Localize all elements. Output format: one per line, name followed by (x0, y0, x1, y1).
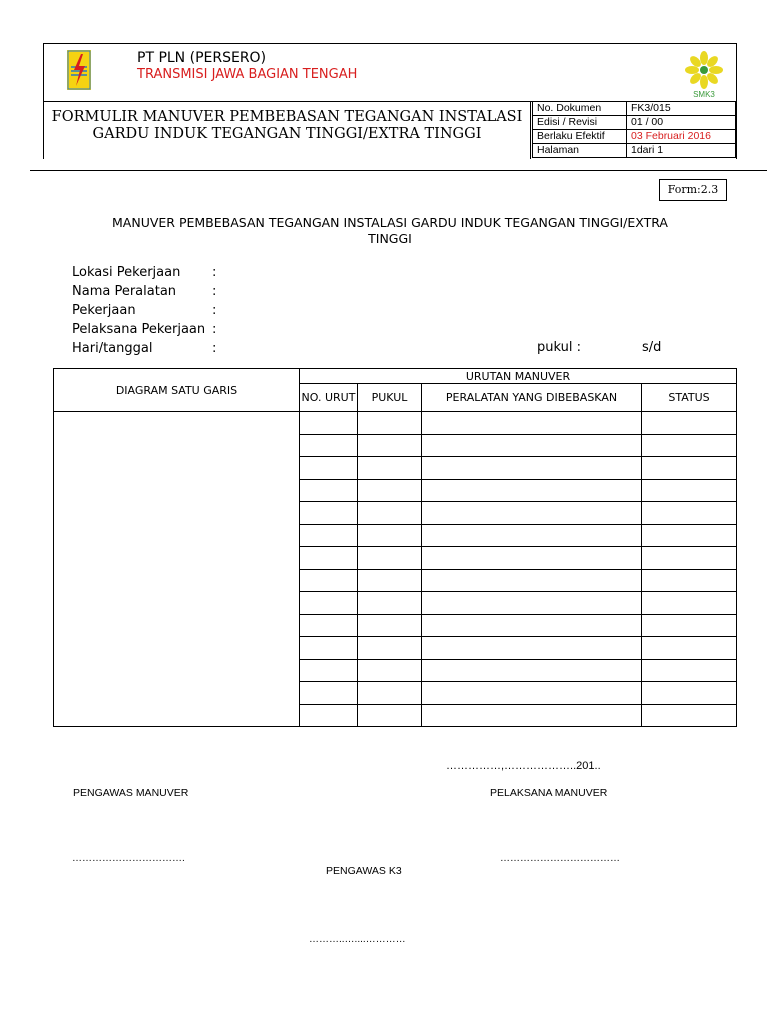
col-status-header: STATUS (642, 384, 737, 412)
smk3-logo-icon (684, 50, 724, 98)
doc-info-key: No. Dokumen (533, 102, 627, 116)
pukul-cell[interactable] (358, 659, 422, 682)
col-pukul-header: PUKUL (358, 384, 422, 412)
no-urut-cell[interactable] (300, 592, 358, 615)
no-urut-cell[interactable] (300, 412, 358, 435)
status-cell[interactable] (642, 524, 737, 547)
header-vertical-divider (530, 101, 531, 159)
status-cell[interactable] (642, 569, 737, 592)
pukul-label: pukul : (537, 340, 581, 355)
form-title: FORMULIR MANUVER PEMBEBASAN TEGANGAN INSTALASI GARDU INDUK TEGANGAN TINGGI/EXTRA TINGGI (51, 109, 523, 142)
pukul-cell[interactable] (358, 457, 422, 480)
date-line: ……………,………………..201.. (446, 760, 601, 772)
peralatan-cell[interactable] (422, 502, 642, 525)
peralatan-cell[interactable] (422, 479, 642, 502)
doc-info-row (533, 144, 736, 158)
status-cell[interactable] (642, 547, 737, 570)
field-label-hari-tanggal: Hari/tanggal (72, 341, 153, 356)
no-urut-cell[interactable] (300, 524, 358, 547)
status-cell[interactable] (642, 682, 737, 705)
doc-info-key: Halaman (533, 144, 627, 158)
status-cell[interactable] (642, 637, 737, 660)
pukul-cell[interactable] (358, 569, 422, 592)
pengawas-manuver-label: PENGAWAS MANUVER (73, 787, 189, 799)
doc-info-value: 1dari 1 (627, 144, 736, 158)
pln-logo-icon (67, 50, 91, 90)
no-urut-cell[interactable] (300, 479, 358, 502)
peralatan-cell[interactable] (422, 524, 642, 547)
manuver-table (53, 368, 737, 727)
no-urut-cell[interactable] (300, 434, 358, 457)
no-urut-cell[interactable] (300, 659, 358, 682)
status-cell[interactable] (642, 592, 737, 615)
no-urut-cell[interactable] (300, 614, 358, 637)
urutan-manuver-header: URUTAN MANUVER (300, 369, 737, 384)
status-cell[interactable] (642, 479, 737, 502)
separator-line (30, 170, 767, 171)
pelaksana-manuver-label: PELAKSANA MANUVER (490, 787, 608, 799)
pukul-cell[interactable] (358, 614, 422, 637)
company-name: PT PLN (PERSERO) (137, 50, 267, 66)
pukul-cell[interactable] (358, 412, 422, 435)
status-cell[interactable] (642, 614, 737, 637)
peralatan-cell[interactable] (422, 434, 642, 457)
sd-label: s/d (642, 340, 662, 355)
field-colon: : (212, 303, 217, 318)
signature-line-pengawas: ……………………………. (72, 853, 185, 864)
form-code-box: Form:2.3 (659, 179, 727, 201)
peralatan-cell[interactable] (422, 592, 642, 615)
no-urut-cell[interactable] (300, 547, 358, 570)
pukul-cell[interactable] (358, 682, 422, 705)
signature-line-pelaksana: ……………………………… (500, 853, 620, 864)
peralatan-cell[interactable] (422, 682, 642, 705)
peralatan-cell[interactable] (422, 547, 642, 570)
doc-info-value: 03 Februari 2016 (627, 130, 736, 144)
pengawas-k3-label: PENGAWAS K3 (326, 865, 402, 877)
col-peralatan-header: PERALATAN YANG DIBEBASKAN (422, 384, 642, 412)
peralatan-cell[interactable] (422, 457, 642, 480)
svg-text:SMK3: SMK3 (693, 90, 715, 98)
doc-info-value: FK3/015 (627, 102, 736, 116)
pukul-cell[interactable] (358, 704, 422, 727)
peralatan-cell[interactable] (422, 614, 642, 637)
status-cell[interactable] (642, 412, 737, 435)
peralatan-cell[interactable] (422, 569, 642, 592)
doc-info-key: Edisi / Revisi (533, 116, 627, 130)
field-colon: : (212, 322, 217, 337)
no-urut-cell[interactable] (300, 502, 358, 525)
no-urut-cell[interactable] (300, 704, 358, 727)
pukul-cell[interactable] (358, 502, 422, 525)
peralatan-cell[interactable] (422, 637, 642, 660)
pukul-cell[interactable] (358, 592, 422, 615)
field-label-lokasi: Lokasi Pekerjaan (72, 265, 181, 280)
field-colon: : (212, 341, 217, 356)
no-urut-cell[interactable] (300, 637, 358, 660)
table-row (54, 412, 737, 435)
signature-line-k3: ………..…....………… (309, 934, 406, 945)
diagram-header: DIAGRAM SATU GARIS (54, 369, 300, 412)
peralatan-cell[interactable] (422, 412, 642, 435)
doc-info-key: Berlaku Efektif (533, 130, 627, 144)
no-urut-cell[interactable] (300, 569, 358, 592)
doc-info-value: 01 / 00 (627, 116, 736, 130)
pukul-cell[interactable] (358, 434, 422, 457)
table-header-row (54, 369, 737, 384)
no-urut-cell[interactable] (300, 682, 358, 705)
main-title: MANUVER PEMBEBASAN TEGANGAN INSTALASI GARDU INDUK TEGANGAN TINGGI/EXTRA TINGGI (112, 215, 668, 246)
peralatan-cell[interactable] (422, 704, 642, 727)
status-cell[interactable] (642, 457, 737, 480)
pukul-cell[interactable] (358, 637, 422, 660)
pukul-cell[interactable] (358, 524, 422, 547)
doc-info-row (533, 130, 736, 144)
status-cell[interactable] (642, 659, 737, 682)
doc-info-row (533, 102, 736, 116)
col-no-urut-header: NO. URUT (300, 384, 358, 412)
status-cell[interactable] (642, 502, 737, 525)
field-label-pekerjaan: Pekerjaan (72, 303, 136, 318)
pukul-cell[interactable] (358, 479, 422, 502)
field-label-pelaksana: Pelaksana Pekerjaan (72, 322, 206, 337)
diagram-cell[interactable] (54, 412, 300, 727)
company-unit: TRANSMISI JAWA BAGIAN TENGAH (137, 67, 358, 82)
no-urut-cell[interactable] (300, 457, 358, 480)
field-colon: : (212, 284, 217, 299)
peralatan-cell[interactable] (422, 659, 642, 682)
doc-info-row (533, 116, 736, 130)
status-cell[interactable] (642, 434, 737, 457)
field-label-nama-peralatan: Nama Peralatan (72, 284, 177, 299)
status-cell[interactable] (642, 704, 737, 727)
pukul-cell[interactable] (358, 547, 422, 570)
field-colon: : (212, 265, 217, 280)
document-info-table (532, 101, 736, 158)
